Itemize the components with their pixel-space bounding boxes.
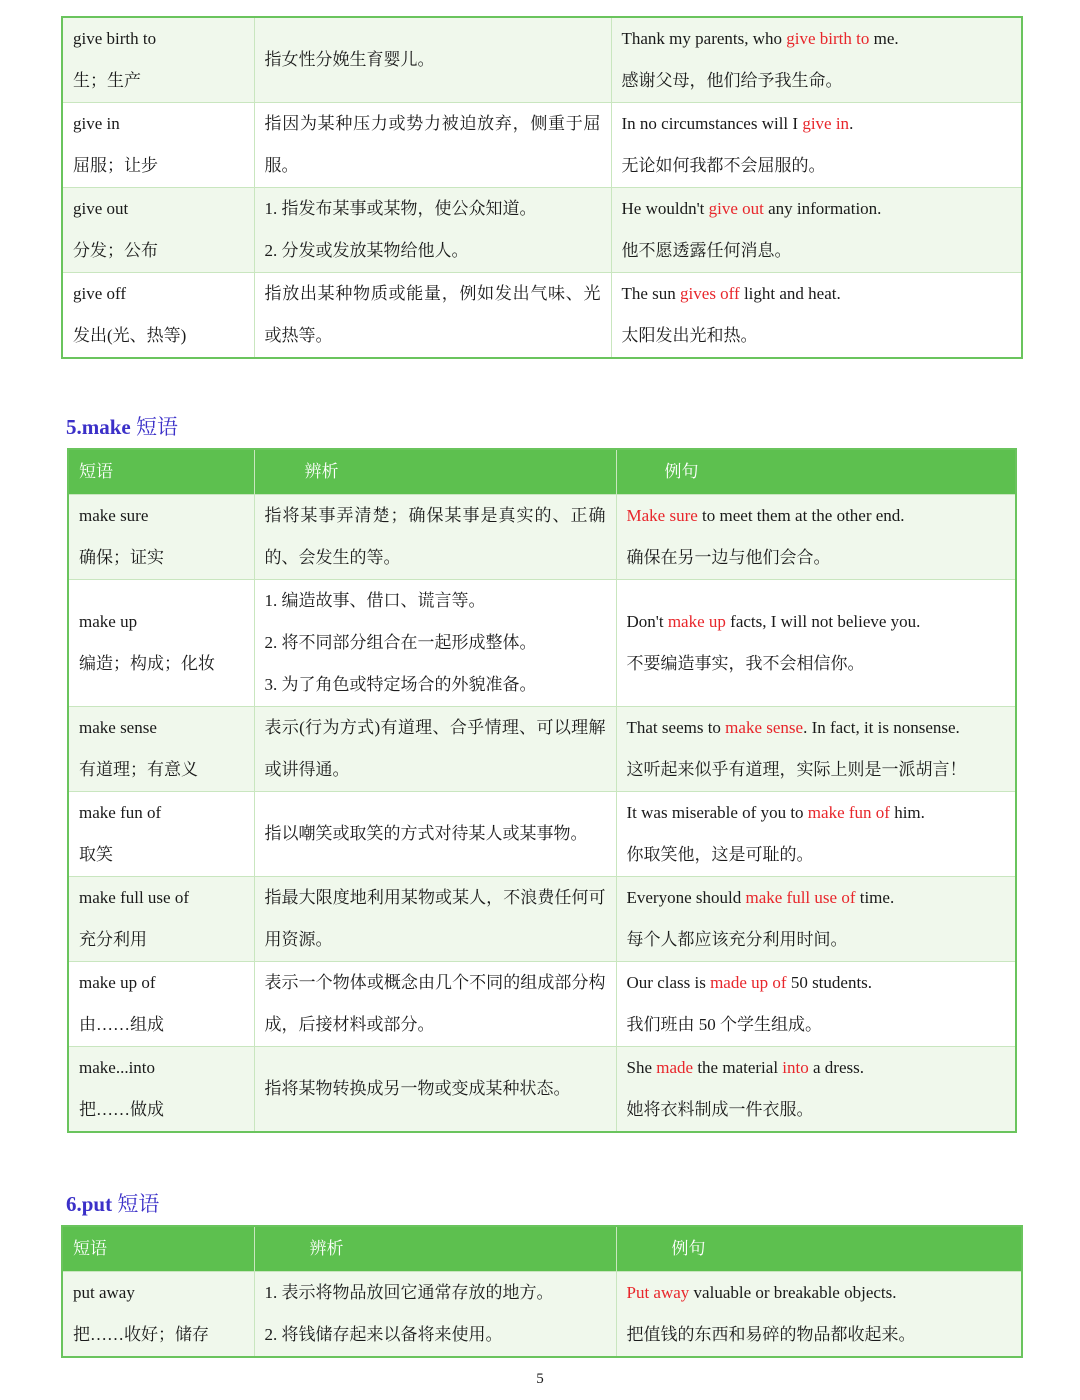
phrase-meaning: 充分利用 [79, 930, 147, 949]
phrase-cell [62, 188, 254, 273]
example-sentence [622, 188, 1012, 230]
analysis-cell [254, 580, 616, 707]
analysis-cell [254, 962, 616, 1047]
example-cell [616, 580, 1016, 707]
analysis-text: 指女性分娩生育婴儿。 [264, 50, 435, 69]
phrase-cell [62, 273, 254, 359]
sentence-part: That seems to [626, 718, 726, 737]
phrase-meaning: 把……收好；储存 [73, 1325, 209, 1344]
highlighted-phrase: give birth to [786, 29, 870, 48]
example-cell [611, 273, 1022, 359]
highlighted-phrase: Put away [626, 1283, 690, 1302]
example-sentence [627, 962, 1006, 1004]
table-row [62, 103, 1022, 188]
section-title-put [66, 1188, 159, 1218]
sentence-part: It was miserable of you to [626, 803, 808, 822]
make-table-header [68, 449, 1016, 495]
phrase-text: give off [73, 284, 127, 303]
sentence-part: Don't [626, 612, 668, 631]
header-example: 例句 [616, 1226, 1022, 1272]
phrase-meaning: 把……做成 [79, 1100, 164, 1119]
example-sentence [622, 273, 1012, 315]
example-translation: 这听起来似乎有道理，实际上则是一派胡言！ [626, 760, 967, 779]
section-title-make [66, 411, 178, 441]
table-row [68, 1047, 1016, 1133]
analysis-text: 指因为某种压力或势力被迫放弃，侧重于屈服。 [264, 114, 601, 175]
phrase-meaning: 生；生产 [73, 71, 141, 90]
phrase-cell [62, 17, 254, 103]
analysis-text: 2. 将不同部分组合在一起形成整体。 [264, 633, 537, 652]
sentence-part: valuable or breakable objects. [689, 1283, 897, 1302]
example-sentence [627, 495, 1006, 537]
sentence-part: . [849, 114, 854, 133]
give-phrases-table [61, 16, 1023, 359]
analysis-text: 表示一个物体或概念由几个不同的组成部分构成，后接材料或部分。 [264, 973, 606, 1034]
phrase-cell [68, 962, 254, 1047]
highlighted-phrase: Make sure [626, 506, 698, 525]
put-phrases-table [61, 1225, 1023, 1358]
section-number: 6. [66, 1192, 82, 1216]
table-row [68, 707, 1016, 792]
example-cell [616, 495, 1016, 580]
phrase-text: put away [73, 1283, 135, 1302]
analysis-text: 2. 分发或发放某物给他人。 [264, 241, 469, 260]
analysis-cell [254, 188, 611, 273]
analysis-cell [254, 1047, 616, 1133]
section-number: 5. [66, 415, 82, 439]
table-row [68, 580, 1016, 707]
analysis-cell [254, 103, 611, 188]
analysis-text: 指最大限度地利用某物或某人，不浪费任何可用资源。 [264, 888, 606, 949]
section-word: put [81, 1192, 113, 1216]
phrase-cell [68, 877, 254, 962]
make-phrases-table [67, 448, 1017, 1133]
example-cell [616, 1047, 1016, 1133]
analysis-cell [254, 273, 611, 359]
sentence-part: In no circumstances will I [621, 114, 803, 133]
example-translation: 他不愿透露任何消息。 [621, 241, 792, 260]
example-cell [611, 17, 1022, 103]
phrase-text: give out [73, 199, 129, 218]
phrase-cell [68, 1047, 254, 1133]
sentence-part: the material [693, 1058, 783, 1077]
analysis-text: 2. 将钱储存起来以备将来使用。 [264, 1325, 503, 1344]
sentence-part: Thank my parents, who [621, 29, 787, 48]
analysis-text: 3. 为了角色或特定场合的外貌准备。 [264, 675, 537, 694]
analysis-cell [254, 792, 616, 877]
sentence-part: 50 students. [786, 973, 873, 992]
example-sentence [627, 707, 1006, 749]
sentence-part: light and heat. [739, 284, 841, 303]
make-table-body [68, 495, 1016, 1133]
page-number: 5 [536, 1371, 544, 1387]
analysis-text: 1. 表示将物品放回它通常存放的地方。 [264, 1283, 554, 1302]
example-translation: 无论如何我都不会屈服的。 [621, 156, 826, 175]
analysis-text: 指将某物转换成另一物或变成某种状态。 [264, 1079, 571, 1098]
example-cell [611, 103, 1022, 188]
example-translation: 你取笑他，这是可耻的。 [626, 845, 814, 864]
sentence-part: any information. [763, 199, 882, 218]
table-row [62, 273, 1022, 359]
analysis-cell [254, 1272, 616, 1358]
header-phrase: 短语 [68, 449, 254, 495]
example-translation: 太阳发出光和热。 [621, 326, 758, 345]
example-sentence [627, 792, 1006, 834]
highlighted-phrase: made [656, 1058, 694, 1077]
put-table-body [62, 1272, 1022, 1358]
phrase-cell [62, 1272, 254, 1358]
table-row [62, 17, 1022, 103]
header-example: 例句 [616, 449, 1016, 495]
header-phrase: 短语 [62, 1226, 254, 1272]
example-cell [616, 877, 1016, 962]
example-sentence [627, 1047, 1006, 1089]
analysis-cell [254, 707, 616, 792]
phrase-text: give birth to [73, 29, 157, 48]
sentence-part: me. [869, 29, 899, 48]
analysis-text: 1. 指发布某事或某物，使公众知道。 [264, 199, 537, 218]
phrase-cell [62, 103, 254, 188]
phrase-text: make up of [79, 973, 156, 992]
sentence-part: time. [855, 888, 895, 907]
phrase-meaning: 分发；公布 [73, 241, 158, 260]
example-sentence [622, 18, 1012, 60]
sentence-part: . In fact, it is nonsense. [803, 718, 960, 737]
highlighted-phrase: make up [667, 612, 726, 631]
sentence-part: him. [889, 803, 925, 822]
section-suffix: 短语 [130, 415, 178, 439]
analysis-text: 表示(行为方式)有道理、合乎情理、可以理解或讲得通。 [264, 718, 606, 779]
example-translation: 感谢父母，他们给予我生命。 [621, 71, 843, 90]
example-translation: 每个人都应该充分利用时间。 [626, 930, 848, 949]
analysis-text: 1. 编造故事、借口、谎言等。 [264, 591, 486, 610]
sentence-part: facts, I will not believe you. [725, 612, 921, 631]
phrase-meaning: 由……组成 [79, 1015, 164, 1034]
phrase-text: give in [73, 114, 120, 133]
phrase-text: make sure [79, 506, 149, 525]
header-analysis: 辨析 [254, 449, 616, 495]
example-cell [611, 188, 1022, 273]
phrase-text: make up [79, 612, 138, 631]
example-sentence [627, 1272, 1012, 1314]
phrase-meaning: 发出(光、热等) [73, 326, 187, 345]
table-row [62, 1272, 1022, 1358]
example-translation: 我们班由 50 个学生组成。 [626, 1015, 822, 1034]
phrase-meaning: 有道理；有意义 [79, 760, 198, 779]
phrase-text: make fun of [79, 803, 162, 822]
analysis-cell [254, 17, 611, 103]
analysis-cell [254, 495, 616, 580]
phrase-meaning: 编造；构成；化妆 [79, 654, 215, 673]
highlighted-phrase: make full use of [745, 888, 856, 907]
highlighted-phrase: make fun of [807, 803, 890, 822]
analysis-text: 指将某事弄清楚；确保某事是真实的、正确的、会发生的等。 [264, 506, 606, 567]
sentence-part: The sun [621, 284, 681, 303]
phrase-cell [68, 707, 254, 792]
highlighted-phrase: into [782, 1058, 809, 1077]
example-translation: 不要编造事实，我不会相信你。 [626, 654, 865, 673]
example-translation: 确保在另一边与他们会合。 [626, 548, 831, 567]
example-translation: 把值钱的东西和易碎的物品都收起来。 [626, 1325, 916, 1344]
phrase-meaning: 取笑 [79, 845, 113, 864]
example-sentence [627, 877, 1006, 919]
example-cell [616, 962, 1016, 1047]
table-row [68, 792, 1016, 877]
example-cell [616, 707, 1016, 792]
header-analysis: 辨析 [254, 1226, 616, 1272]
phrase-meaning: 屈服；让步 [73, 156, 158, 175]
sentence-part: to meet them at the other end. [697, 506, 905, 525]
sentence-part: a dress. [808, 1058, 864, 1077]
give-table-body [62, 17, 1022, 358]
example-sentence [627, 601, 1006, 643]
table-row [62, 188, 1022, 273]
highlighted-phrase: give out [708, 199, 764, 218]
sentence-part: Everyone should [626, 888, 746, 907]
phrase-text: make full use of [79, 888, 189, 907]
highlighted-phrase: made up of [710, 973, 787, 992]
highlighted-phrase: give in [802, 114, 850, 133]
table-row [68, 495, 1016, 580]
sentence-part: Our class is [626, 973, 711, 992]
section-word: make [81, 415, 131, 439]
analysis-text: 指放出某种物质或能量，例如发出气味、光或热等。 [264, 284, 601, 345]
highlighted-phrase: gives off [680, 284, 740, 303]
table-row [68, 877, 1016, 962]
phrase-meaning: 确保；证实 [79, 548, 164, 567]
analysis-cell [254, 877, 616, 962]
highlighted-phrase: make sense [725, 718, 804, 737]
analysis-text: 指以嘲笑或取笑的方式对待某人或某事物。 [264, 824, 588, 843]
phrase-text: make sense [79, 718, 157, 737]
section-suffix: 短语 [112, 1192, 160, 1216]
phrase-cell [68, 495, 254, 580]
phrase-cell [68, 580, 254, 707]
example-cell [616, 1272, 1022, 1358]
phrase-text: make...into [79, 1058, 156, 1077]
table-row [68, 962, 1016, 1047]
example-translation: 她将衣料制成一件衣服。 [626, 1100, 814, 1119]
example-sentence [622, 103, 1012, 145]
phrase-cell [68, 792, 254, 877]
example-cell [616, 792, 1016, 877]
sentence-part: He wouldn't [621, 199, 709, 218]
put-table-header [62, 1226, 1022, 1272]
sentence-part: She [626, 1058, 657, 1077]
